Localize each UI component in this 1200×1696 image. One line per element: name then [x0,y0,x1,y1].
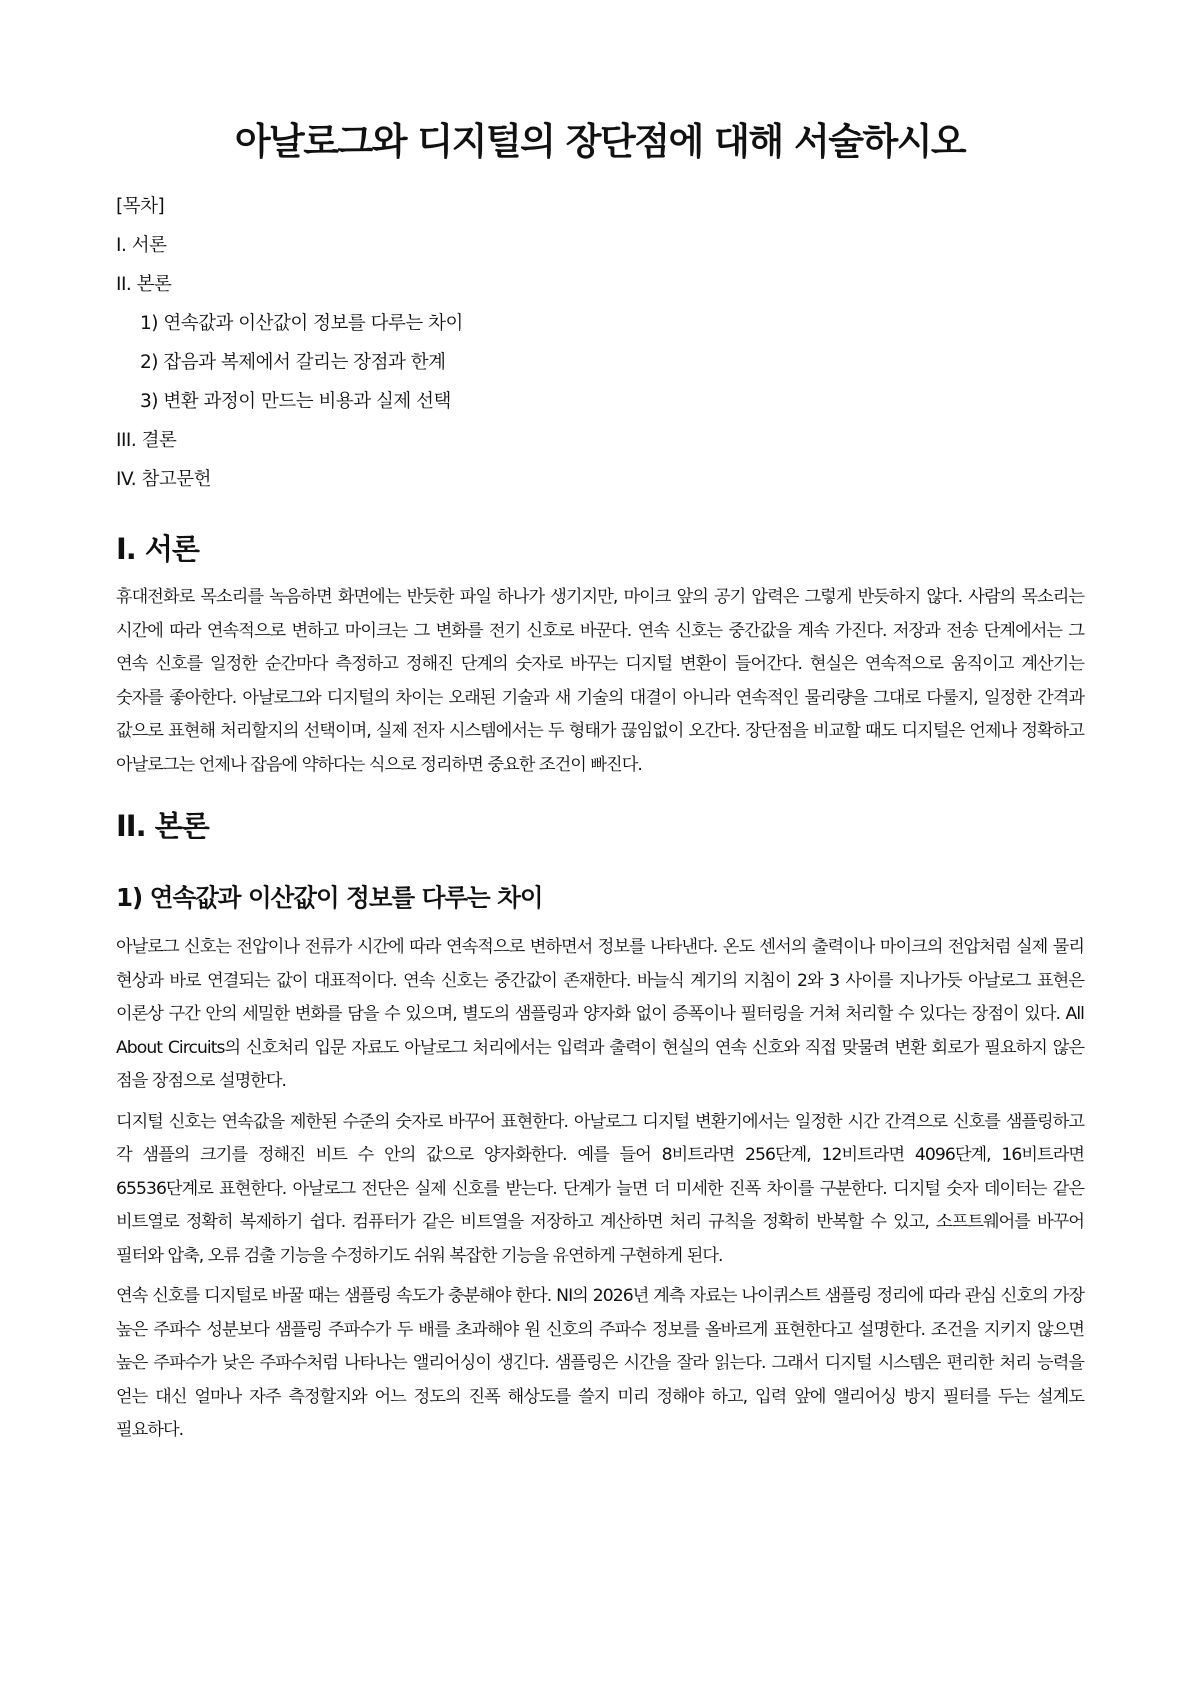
section-heading-intro: I. 서론 [116,532,199,566]
section-body [116,806,1084,1448]
toc-item-body-sub1: 1) 연속값과 이산값이 정보를 다루는 차이 [140,313,463,334]
table-of-contents [116,187,1084,499]
section-intro [116,529,1084,782]
body-paragraph-analog: 아날로그 신호는 전압이나 전류가 시간에 따라 연속적으로 변하면서 정보를 나타낸다. 온도 센서의 출력이나 마이크의 전압처럼 실제 물리 현상과 바로 연결되는 값이 대표적이다. 연속 신호는 중간값이 존재한다. 바늘식 계기의 지침이 2와 3 사이를 지나가듯 아날로그 표현은 이론상 구간 안의 세밀한 변화를 담을 수 있으며, 별도의 샘플링과 양자화 없이 증폭이나 필터링을 거쳐 처리할 수 있다는 장점이 있다. All About Circuits의 신호처리 입문 자료도 아날로그 처리에서는 입력과 출력이 현실의 연속 신호와 직접 맞물려 변환 회로가 필요하지 않은 점을 장점으로 설명한다. [116,937,1084,1091]
toc-item-intro: I. 서론 [116,235,167,256]
toc-item-references: IV. 참고문헌 [116,469,211,490]
body-paragraph-digital: 디지털 신호는 연속값을 제한된 수준의 숫자로 바꾸어 표현한다. 아날로그 디지털 변환기에서는 일정한 시간 간격으로 신호를 샘플링하고 각 샘플의 크기를 정해진 비트 수 안의 값으로 양자화한다. 예를 들어 8비트라면 256단계, 12비트라면 4096단계, 16비트라면 65536단계로 표현한다. 아날로그 전단은 실제 신호를 받는다. 단계가 늘면 더 미세한 진폭 차이를 구분한다. 디지털 숫자 데이터는 같은 비트열로 정확히 복제하기 쉽다. 컴퓨터가 같은 비트열을 저장하고 계산하면 처리 규칙을 정확히 반복할 수 있고, 소프트웨어를 바꾸어 필터와 압축, 오류 검출 기능을 수정하기도 쉬워 복잡한 기능을 유연하게 구현하게 된다. [116,1111,1084,1266]
toc-item-conclusion: III. 결론 [116,430,177,451]
section-heading-body: II. 본론 [116,809,209,843]
toc-heading: [목차] [116,196,165,217]
subsection-continuous-vs-discrete [116,881,1084,1448]
toc-item-body-sub3: 3) 변환 과정이 만드는 비용과 실제 선택 [140,391,451,412]
toc-item-body: II. 본론 [116,274,172,295]
document-title: 아날로그와 디지털의 장단점에 대해 서술하시오 [234,120,966,163]
toc-item-body-sub2: 2) 잡음과 복제에서 갈리는 장점과 한계 [140,352,446,373]
subsection-heading: 1) 연속값과 이산값이 정보를 다루는 차이 [116,883,543,912]
intro-paragraph: 휴대전화로 목소리를 녹음하면 화면에는 반듯한 파일 하나가 생기지만, 마이크 앞의 공기 압력은 그렇게 반듯하지 않다. 사람의 목소리는 시간에 따라 연속적으로 변하고 마이크는 그 변화를 전기 신호로 바꾼다. 연속 신호는 중간값을 계속 가진다. 저장과 전송 단계에서는 그 연속 신호를 일정한 순간마다 측정하고 정해진 단계의 숫자로 바꾸는 디지털 변환이 들어간다. 현실은 연속적으로 움직이고 계산기는 숫자를 좋아한다. 아날로그와 디지털의 차이는 오래된 기술과 새 기술의 대결이 아니라 연속적인 물리량을 그대로 다룰지, 일정한 간격과 값으로 표현해 처리할지의 선택이며, 실제 전자 시스템에서는 두 형태가 끊임없이 오간다. 장단점을 비교할 때도 디지털은 언제나 정확하고 아날로그는 언제나 잡음에 약하다는 식으로 정리하면 중요한 조건이 빠진다. [116,587,1084,775]
body-paragraph-sampling: 연속 신호를 디지털로 바꿀 때는 샘플링 속도가 충분해야 한다. NI의 2026년 계측 자료는 나이퀴스트 샘플링 정리에 따라 관심 신호의 가장 높은 주파수 성분보다 샘플링 주파수가 두 배를 초과해야 원 신호의 주파수 정보를 올바르게 표현한다고 설명한다. 조건을 지키지 않으면 높은 주파수가 낮은 주파수처럼 나타나는 앨리어싱이 생긴다. 샘플링은 시간을 잘라 읽는다. 그래서 디지털 시스템은 편리한 처리 능력을 얻는 대신 얼마나 자주 측정할지와 어느 정도의 진폭 해상도를 쓸지 미리 정해야 하고, 입력 앞에 앨리어싱 방지 필터를 두는 설계도 필요하다. [116,1286,1084,1440]
